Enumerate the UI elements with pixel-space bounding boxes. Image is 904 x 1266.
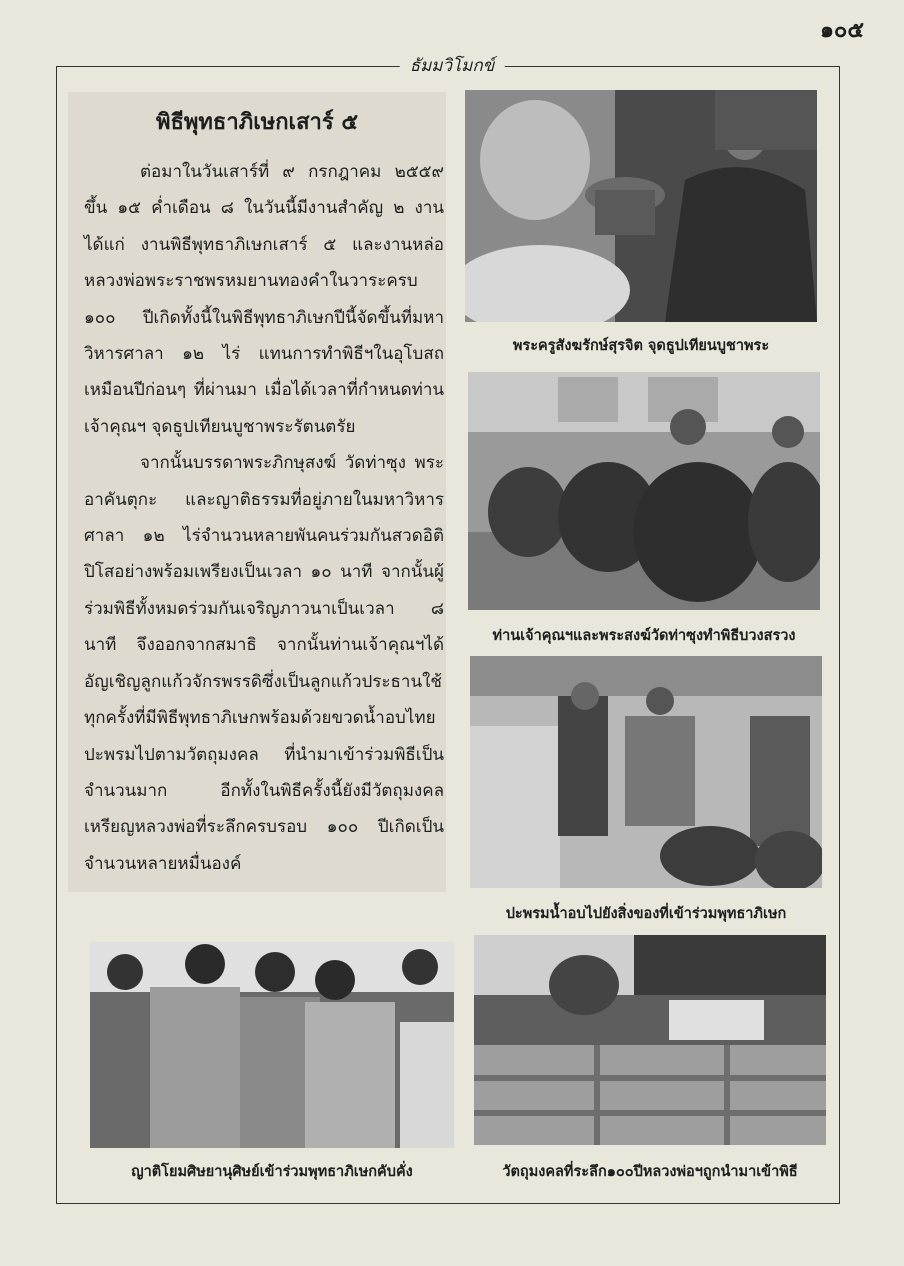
photo-sprinkling <box>470 656 822 888</box>
article-paragraph-1: ต่อมาในวันเสาร์ที่ ๙ กรกฎาคม ๒๕๕๙ ขึ้น ๑๕ ค่ำเดือน ๘ ในวันนี้มีงานสำคัญ ๒ งาน ได้แก่ งานพิธีพุทธาภิเษกเสาร์ ๕ และงานหล่อหลวงพ่อพระราชพรหมยานทองคำในวาระครบ ๑๐๐ ปีเกิดทั้งนี้ในพิธีพุทธาภิเษกปีนี้จัดขึ้นที่มหาวิหารศาลา ๑๒ ไร่ แทนการทำพิธีฯในอุโบสถเหมือนปีก่อนๆ ที่ผ่านมา เมื่อได้เวลาที่กำหนดท่านเจ้าคุณฯ จุดธูปเทียนบูชาพระรัตนตรัย <box>84 162 444 437</box>
photo-amulets <box>474 935 826 1145</box>
photo-monks-ritual <box>468 372 820 610</box>
photo-caption-2: ท่านเจ้าคุณฯและพระสงฆ์วัดท่าซุงทำพิธีบวงสรวง <box>492 628 796 644</box>
article-title: พิธีพุทธาภิเษกเสาร์ ๕ <box>156 109 358 135</box>
photo-caption-3: ปะพรมน้ำอบไปยังสิ่งของที่เข้าร่วมพุทธาภิเษก <box>505 906 787 922</box>
article-body <box>84 154 444 882</box>
photo-caption-4: ญาติโยมศิษยานุศิษย์เข้าร่วมพุทธาภิเษกคับคั่ง <box>131 1164 413 1180</box>
article-paragraph-2: จากนั้นบรรดาพระภิกษุสงฆ์ วัดท่าซุง พระอาคันตุกะ และญาติธรรมที่อยู่ภายในมหาวิหารศาลา ๑๒ ไร่จำนวนหลายพันคนร่วมกันสวดอิติปิโสอย่างพร้อมเพรียงเป็นเวลา ๑๐ นาที จากนั้นผู้ร่วมพิธีทั้งหมดร่วมกันเจริญภาวนาเป็นเวลา ๘ นาที จึงออกจากสมาธิ จากนั้นท่านเจ้าคุณฯได้อัญเชิญลูกแก้วจักรพรรดิซึ่งเป็นลูกแก้วประธานใช้ทุกครั้งที่มีพิธีพุทธาภิเษกพร้อมด้วยขวดน้ำอบไทยปะพรมไปตามวัตถุมงคล ที่นำมาเข้าร่วมพิธีเป็นจำนวนมาก อีกทั้งในพิธีครั้งนี้ยังมีวัตถุมงคลเหรียญหลวงพ่อที่ระลึกครบรอบ ๑๐๐ ปีเกิดเป็นจำนวนหลายหมื่นองค์ <box>84 453 444 874</box>
photo-caption-5: วัตถุมงคลที่ระลึก๑๐๐ปีหลวงพ่อฯถูกนำมาเข้าพิธี <box>502 1164 798 1180</box>
page-number: ๑๐๕ <box>819 18 864 43</box>
photo-caption-1: พระครูสังฆรักษ์สุรจิต จุดธูปเทียนบูชาพระ <box>512 338 770 354</box>
photo-attendees <box>90 942 454 1148</box>
photo-candle-lighting <box>465 90 817 322</box>
publication-title: ธัมมวิโมกข์ <box>400 52 505 79</box>
